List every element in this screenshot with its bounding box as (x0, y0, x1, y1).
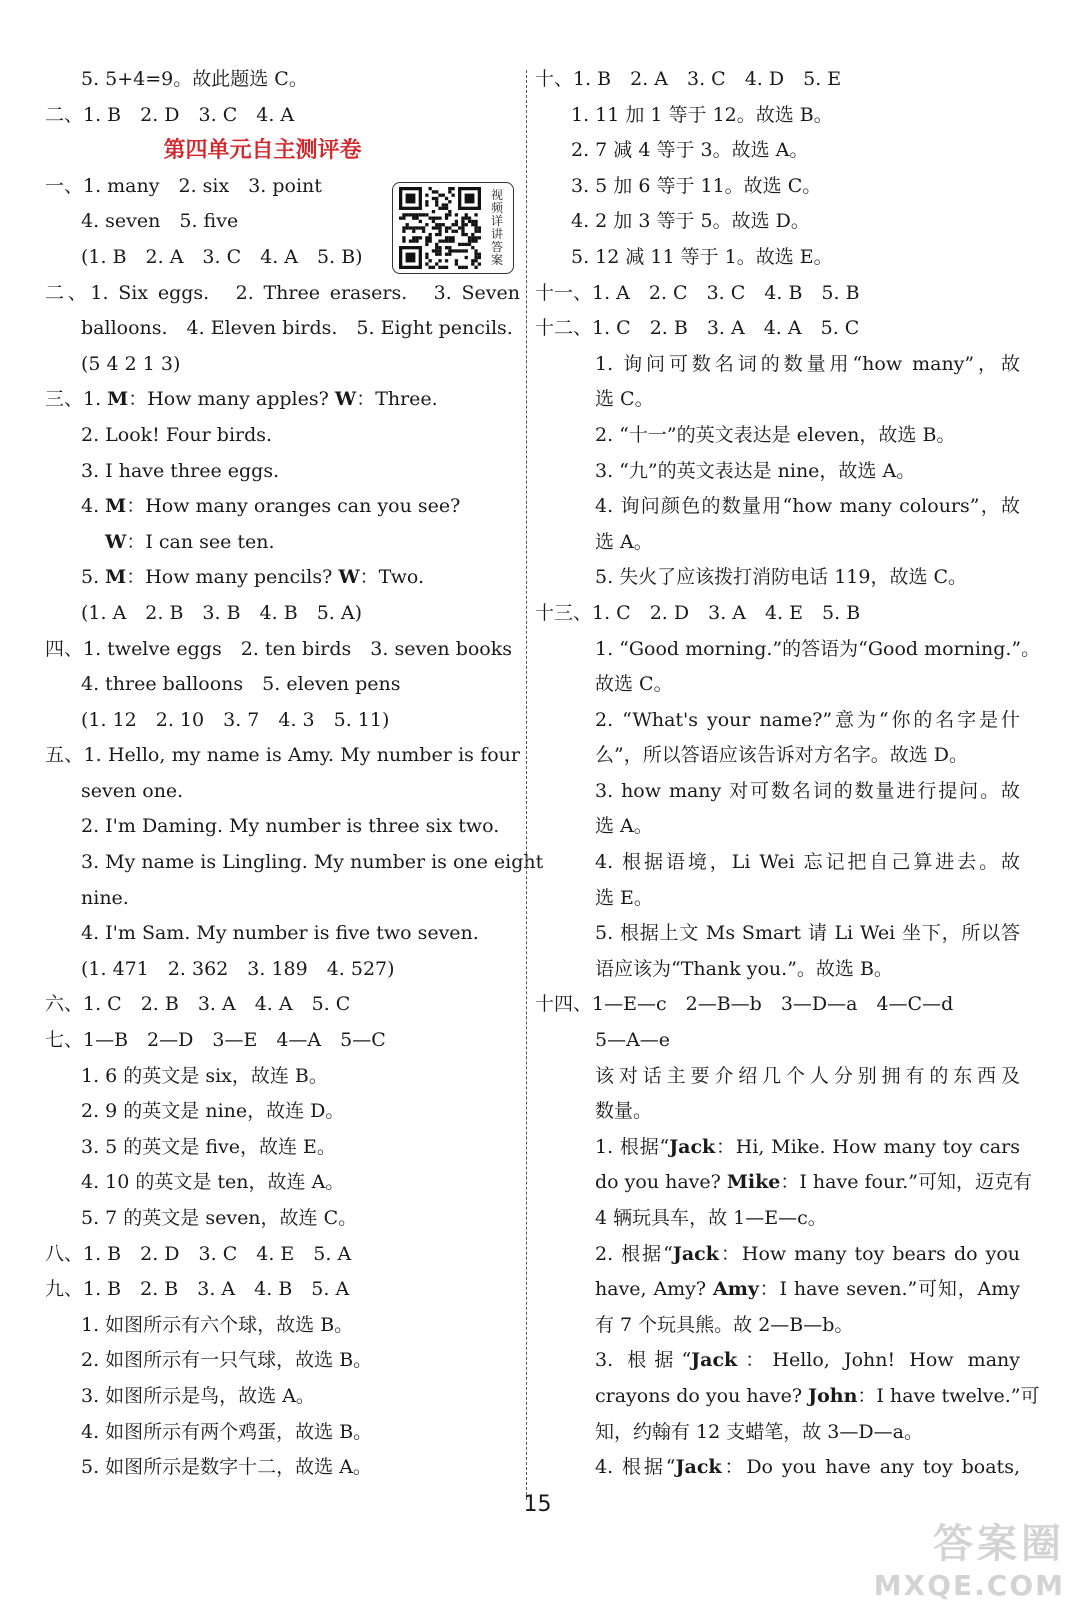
answer-line: 2. 如图所示有一只气球，故选 B。 (81, 1349, 373, 1372)
answer-line: 知，约翰有 12 支蜡笔，故 3—D—a。 (595, 1420, 923, 1443)
answer-line: 有 7 个玩具熊。故 2—B—b。 (595, 1313, 854, 1336)
answer-line: 数量。 (595, 1100, 653, 1123)
answer-line: 5. 12 减 11 等于 1。故选 E。 (571, 245, 833, 268)
answer-line: 4. 10 的英文是 ten，故连 A。 (81, 1171, 345, 1194)
answer-line: 4. three balloons 5. eleven pens (81, 673, 401, 696)
qr-code-box[interactable] (392, 182, 514, 274)
watermark-text: 答案圈 (933, 1521, 1065, 1567)
answer-line: balloons. 4. Eleven birds. 5. Eight pencils. (81, 317, 513, 340)
answer-line: 么”，所以答语应该告诉对方名字。故选 D。 (595, 744, 968, 767)
right-column (535, 62, 1041, 1486)
answer-line: 2. “十一”的英文表达是 eleven，故选 B。 (595, 423, 956, 446)
answer-line: 选 C。 (595, 388, 654, 411)
answer-line: 5. 如图所示是数字十二，故选 A。 (81, 1456, 372, 1479)
answer-line: 5. M：How many pencils? W：Two. (81, 566, 425, 589)
answer-line: 2. Look! Four birds. (81, 423, 273, 446)
answer-line: 3. “九”的英文表达是 nine，故选 A。 (595, 459, 916, 482)
watermark-url: MXQE.COM (873, 1569, 1065, 1602)
qr-code-icon (399, 187, 481, 269)
section-heading: 第四单元自主测评卷 (163, 138, 362, 164)
answer-line: W：I can see ten. (105, 530, 275, 553)
answer-line: 五、1. Hello, my name is Amy. My number is four (45, 744, 520, 767)
left-column (45, 62, 544, 1486)
answer-line: 4. M：How many oranges can you see? (81, 495, 461, 518)
answer-line: 2. I'm Daming. My number is three six two. (81, 815, 500, 838)
answer-line: 三、1. M：How many apples? W：Three. (45, 388, 438, 411)
answer-line: 2. “What's your name?”意为“你的名字是什 (595, 708, 1020, 731)
answer-line: 2. 7 减 4 等于 3。故选 A。 (571, 139, 809, 162)
answer-line: 1. 如图所示有六个球，故选 B。 (81, 1313, 354, 1336)
answer-line: 5. 根据上文 Ms Smart 请 Li Wei 坐下，所以答 (595, 922, 1020, 945)
answer-line: 六、1. C 2. B 3. A 4. A 5. C (45, 993, 351, 1016)
answer-line: 选 A。 (595, 530, 653, 553)
answer-line: 1. 6 的英文是 six，故连 B。 (81, 1064, 328, 1087)
answer-line: 七、1—B 2—D 3—E 4—A 5—C (45, 1029, 386, 1052)
answer-line: 3. I have three eggs. (81, 459, 280, 482)
answer-line: 九、1. B 2. B 3. A 4. B 5. A (45, 1278, 350, 1301)
answer-line: 二、1. B 2. D 3. C 4. A (45, 103, 295, 126)
answer-line: 3. 5 加 6 等于 11。故选 C。 (571, 174, 822, 197)
answer-line: 4. 询问颜色的数量用“how many colours”，故 (595, 495, 1020, 518)
answer-line: 5. 失火了应该拨打消防电话 119，故选 C。 (595, 566, 968, 589)
watermark-logo (865, 1512, 1065, 1602)
answer-line: 选 A。 (595, 815, 653, 838)
answer-line: 3. 根据“Jack：Hello, John! How many (595, 1349, 1020, 1372)
answer-line: 十、1. B 2. A 3. C 4. D 5. E (535, 68, 842, 90)
answer-line: 4. 2 加 3 等于 5。故选 D。 (571, 210, 810, 233)
answer-line: 故选 C。 (595, 673, 673, 696)
answer-line: 八、1. B 2. D 3. C 4. E 5. A (45, 1242, 352, 1265)
answer-line: nine. (81, 886, 129, 909)
page-number: 15 (523, 1492, 552, 1517)
answer-line: 2. 根据“Jack：How many toy bears do you (595, 1242, 1021, 1265)
answer-line: 十二、1. C 2. B 3. A 4. A 5. C (535, 317, 860, 340)
answer-line: 3. My name is Lingling. My number is one eight (81, 851, 544, 874)
answer-line: 四、1. twelve eggs 2. ten birds 3. seven books (45, 637, 513, 660)
answer-line: 该对话主要介绍几个人分别拥有的东西及 (595, 1064, 1020, 1087)
answer-line: 1. “Good morning.”的答语为“Good morning.”。 (595, 637, 1041, 660)
answer-line: do you have? Mike：I have four.”可知，迈克有 (595, 1171, 1032, 1194)
answer-line: have, Amy? Amy：I have seven.”可知，Amy (595, 1278, 1020, 1301)
answer-line: 语应该为“Thank you.”。故选 B。 (595, 957, 893, 980)
answer-line: seven one. (81, 779, 184, 802)
answer-line: (1. B 2. A 3. C 4. A 5. B) (81, 245, 363, 268)
answer-line: 5—A—e (595, 1029, 671, 1052)
answer-line: crayons do you have? John：I have twelve.”可 (595, 1384, 1040, 1407)
answer-line: 4. I'm Sam. My number is five two seven. (81, 922, 479, 945)
qr-label: 视频详讲答案 (491, 188, 504, 267)
answer-line: (1. 471 2. 362 3. 189 4. 527) (81, 957, 395, 980)
answer-line: 一、1. many 2. six 3. point (45, 174, 322, 197)
answer-line: 1. 根据“Jack：Hi, Mike. How many toy cars (595, 1135, 1020, 1158)
answer-line: 二、1. Six eggs. 2. Three erasers. 3. Seven (45, 281, 520, 304)
answer-line: (1. 12 2. 10 3. 7 4. 3 5. 11) (81, 708, 390, 731)
answer-line: 5. 5+4=9。故此题选 C。 (81, 68, 308, 90)
answer-line: (5 4 2 1 3) (81, 352, 181, 375)
answer-line: 十四、1—E—c 2—B—b 3—D—a 4—C—d (535, 993, 954, 1016)
answer-line: 5. 7 的英文是 seven，故连 C。 (81, 1207, 358, 1229)
answer-line: 2. 9 的英文是 nine，故连 D。 (81, 1100, 345, 1123)
answer-line: 选 E。 (595, 886, 653, 909)
answer-line: 十三、1. C 2. D 3. A 4. E 5. B (535, 601, 861, 624)
answer-line: 1. 询问可数名词的数量用“how many”，故 (595, 352, 1020, 375)
answer-line: 3. 如图所示是鸟，故选 A。 (81, 1384, 315, 1407)
answer-line: 3. 5 的英文是 five，故连 E。 (81, 1135, 336, 1158)
answer-line: 4. 根据“Jack：Do you have any toy boats, (595, 1456, 1020, 1479)
answer-line: 3. how many 对可数名词的数量进行提问。故 (595, 779, 1020, 802)
answer-line: 4. 根据语境，Li Wei 忘记把自己算进去。故 (595, 851, 1020, 874)
answer-line: 1. 11 加 1 等于 12。故选 B。 (571, 103, 833, 126)
column-divider (526, 70, 527, 1500)
answer-line: 4 辆玩具车，故 1—E—c。 (595, 1207, 827, 1229)
answer-line: (1. A 2. B 3. B 4. B 5. A) (81, 601, 362, 624)
answer-line: 十一、1. A 2. C 3. C 4. B 5. B (535, 281, 860, 304)
answer-line: 4. 如图所示有两个鸡蛋，故选 B。 (81, 1420, 373, 1443)
answer-line: 4. seven 5. five (81, 210, 239, 233)
